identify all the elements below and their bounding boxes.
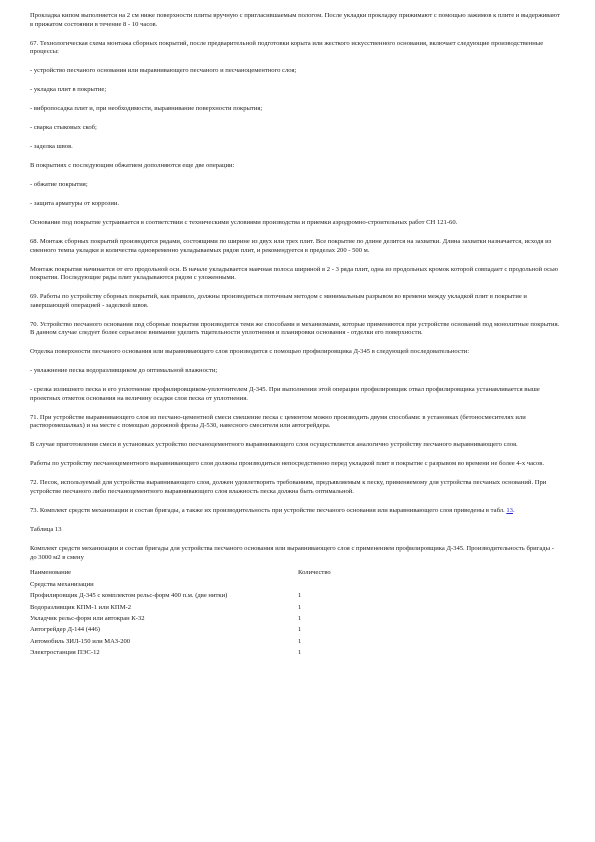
table-cell: Автогрейдер Д-144 (446) <box>30 626 101 634</box>
table-header-cell: Наименование <box>30 569 72 577</box>
table-cell: 1 <box>298 626 302 634</box>
paragraph-67: 67. Технологическая схема монтажа сборных покрытий, после предварительной подготовки корыта или жесткого искусственного основания, включает следующие производственные процессы: <box>30 39 544 56</box>
table <box>30 569 561 660</box>
list-item: - сварка стыковых скоб; <box>30 124 97 132</box>
table-row <box>30 638 561 649</box>
table-section-row <box>30 581 561 592</box>
table-caption: Комплект средств механизации и состав бригады для устройства песчаного основания или выравнивающего слоя с применением профилировщика Д-345. Производительность бригады - до 3000 м2 в смену <box>30 544 554 561</box>
list-item: - обжатие покрытия; <box>30 181 88 189</box>
paragraph: Основание под покрытие устраивается в соответствии с техническими условиями производства и приемки аэродромно-строительных работ СН 121-60. <box>30 219 458 227</box>
list-item: - устройство песчаного основания или выравнивающего песчаного и песчаноцементного слоя; <box>30 67 297 75</box>
paragraph: Отделка поверхности песчаного основания или выравнивающего слоя производится с помощью профилировщика Д-345 в следующей последовательности: <box>30 348 470 356</box>
table-13-link[interactable]: 13 <box>506 507 513 514</box>
list-item: - увлажнение песка водоразливщиком до оптимальной влажности; <box>30 367 218 375</box>
paragraph-72: 72. Песок, используемый для устройства выравнивающего слоя, должен удовлетворять требованиям, предъявляемым к песку, применяемому для устройства песчаных оснований. При устройстве песчаного либо песчаноцементного выравнивающего слоя влажность песка должна быть оптимальной. <box>30 479 547 496</box>
table-row <box>30 615 561 626</box>
list-item: - заделка швов. <box>30 143 73 151</box>
paragraph-70: 70. Устройство песчаного основания под сборные покрытия производится теми же способами и механизмами, которые применяются при устройстве оснований под монолитные покрытия. В данном случае следует более серьезное внимание уделить тщательности уплотнения и планировки основания - отделки его поверхности. <box>30 320 560 337</box>
paragraph: Прокладка кипом выполняется на 2 см ниже поверхности плиты вручную с пригласившаемым пологом. После укладки прокладку прижимают с помощью зажимов к плите и выдерживают в прижатом состоянии в течение 8 - 10 часов. <box>30 12 560 28</box>
list-item: - укладка плит в покрытие; <box>30 86 107 94</box>
paragraph-68: 68. Монтаж сборных покрытий производится рядами, состоящими по ширине из двух или трех плит. Все покрытие по длине делится на захватки. Длина захватки назначается, исходя из сменного темпа укладки и количества одновременно укладываемых рядов плит, и рекомендуется в пределах 200 - 500 м. <box>30 238 552 254</box>
table-cell: 1 <box>298 637 302 645</box>
paragraph-71: 71. При устройстве выравнивающего слоя из песчано-цементной смеси смешение песка с цементом можно производить двумя способами: в установках (бетоносмесителях или растворомешалках) и на месте с помощью дорожной фрезы Д-530, навесного смесителя или автогрейдера. <box>30 413 526 430</box>
paragraph: В случае приготовления смеси в установках устройство песчаноцементного выравнивающего слоя осуществляется аналогично устройству песчаного выравнивающего слоя. <box>30 441 518 449</box>
table-row <box>30 626 561 637</box>
table-title: Таблица 13 <box>30 525 62 533</box>
paragraph-73-text: 73. Комплект средств механизации и состав бригады, а также их производительность при устройстве песчаного основания или выравнивающего слоя приведены в табл. <box>30 507 507 514</box>
table-row <box>30 649 561 660</box>
table-section-label: Средства механизации <box>30 581 94 589</box>
table-header-cell: Количество <box>298 569 331 577</box>
paragraph: Монтаж покрытия начинается от его продольной оси. В начале укладывается маячная полоса шириной в 2 - 3 ряда плит, одна из продольных кромок которой совпадает с продольной осью покрытия. Последующие ряды плит укладываются рядом с уложенными. <box>30 265 559 282</box>
paragraph: В покрытиях с последующим обжатием дополняются еще две операции: <box>30 162 235 170</box>
table-cell: 1 <box>298 615 302 623</box>
paragraph-73-end: . <box>512 507 515 514</box>
table-cell: Укладчик рельс-форм или автокран К-32 <box>30 615 145 623</box>
table-cell: 1 <box>298 648 302 656</box>
table-header-row <box>30 569 561 581</box>
table-row <box>30 592 561 603</box>
list-item: - вибропосадка плит и, при необходимости, выравнивание поверхности покрытия; <box>30 105 263 113</box>
table-cell: Профилировщик Д-345 с комплектом рельс-форм 400 п.м. (две нитки) <box>30 592 228 600</box>
table-cell: Водоразливщик КПМ-1 или КПМ-2 <box>30 603 132 611</box>
table-row <box>30 604 561 615</box>
table-cell: Электростанция ПЭС-12 <box>30 648 100 656</box>
table-cell: Автомобиль ЗИЛ-150 или МАЗ-200 <box>30 637 131 645</box>
paragraph-73 <box>30 507 561 516</box>
table-cell: 1 <box>298 592 302 600</box>
table-cell: 1 <box>298 603 302 611</box>
paragraph: Работы по устройству песчаноцементного выравнивающего слоя должны производиться непосредственно перед укладкой плит в покрытие с разрывом во времени не более 4-х часов. <box>30 460 545 468</box>
list-item: - защита арматуры от коррозии. <box>30 200 120 208</box>
list-item: - срезка излишнего песка и его уплотнение профилировщиком-уплотнителем Д-345. При выполнении этой операции профилировщик отвал профилировщика устанавливается выше проектных отметок основания на величину осадки слоя песка от уплотнения. <box>30 386 540 402</box>
paragraph-69: 69. Работы по устройству сборных покрытий, как правило, должны производиться поточным методом с минимальным разрывом во времени между укладкой плит в покрытие и завершающей операцией - заделкой швов. <box>30 293 527 309</box>
